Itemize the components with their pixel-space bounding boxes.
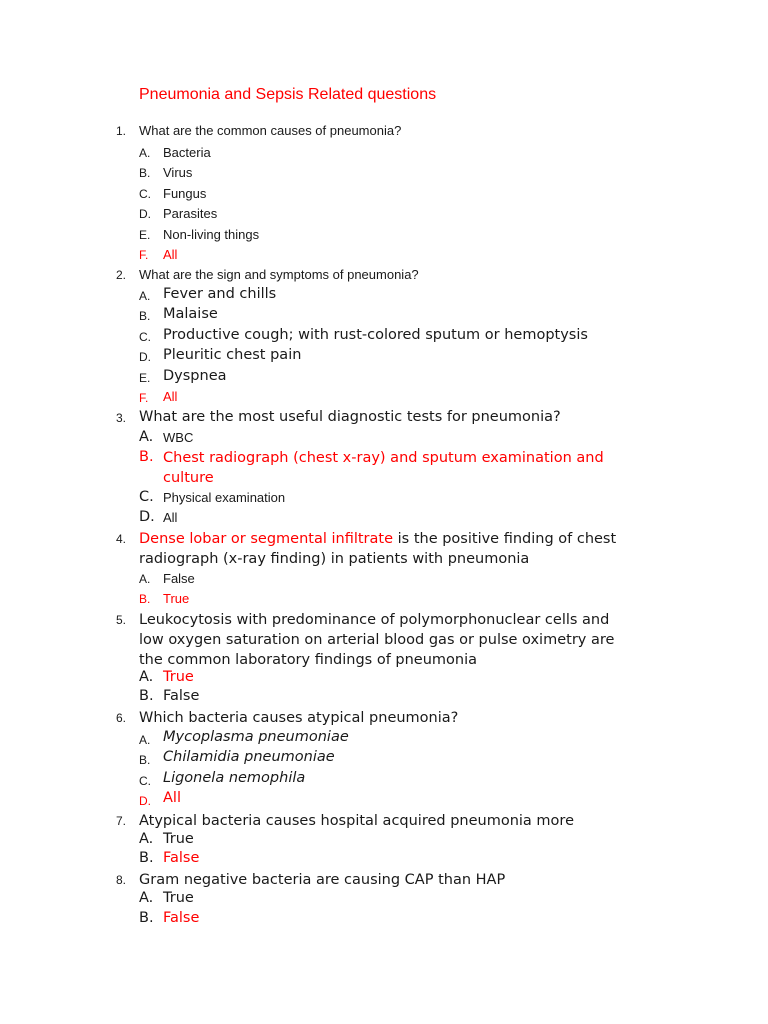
option-text: False bbox=[163, 571, 195, 586]
option-letter: B. bbox=[139, 850, 154, 866]
highlighted-answer: Dense lobar or segmental infiltrate bbox=[139, 531, 394, 547]
option-text: Ligonela nemophila bbox=[163, 770, 306, 786]
answer-option-letter: F. bbox=[139, 248, 149, 262]
question-text: Gram negative bacteria are causing CAP than HAP bbox=[139, 872, 506, 888]
option-text: Non-living things bbox=[163, 227, 260, 242]
answer-line-2: culture bbox=[163, 470, 214, 486]
question-text: Atypical bacteria causes hospital acquired pneumonia more bbox=[139, 813, 574, 829]
answer-option-text: All bbox=[163, 247, 178, 262]
answer-option-text: False bbox=[163, 850, 200, 866]
question-text-rest: is the positive finding of chest bbox=[393, 531, 617, 547]
answer-option-text: True bbox=[163, 669, 194, 685]
option-letter: A. bbox=[139, 890, 154, 906]
question-number: 6. bbox=[116, 711, 127, 725]
question-text-line-2: radiograph (x-ray finding) in patients with pneumonia bbox=[139, 551, 530, 567]
question-number: 3. bbox=[116, 411, 127, 425]
option-letter: D. bbox=[139, 350, 151, 364]
option-letter: A. bbox=[139, 669, 154, 685]
option-text: Fungus bbox=[163, 186, 207, 201]
question-number: 4. bbox=[116, 532, 127, 546]
question-text-line-1: Leukocytosis with predominance of polymorphonuclear cells and bbox=[139, 612, 610, 628]
option-letter: B. bbox=[139, 309, 151, 323]
option-text: True bbox=[163, 831, 194, 847]
option-letter: C. bbox=[139, 330, 151, 344]
option-letter: E. bbox=[139, 371, 151, 385]
answer-option-text bbox=[163, 448, 604, 488]
option-text: Chilamidia pneumoniae bbox=[163, 749, 335, 765]
option-letter: A. bbox=[139, 831, 154, 847]
option-text: Virus bbox=[163, 165, 193, 180]
option-letter: A. bbox=[139, 429, 154, 445]
option-letter: D. bbox=[139, 509, 155, 525]
question-text bbox=[139, 529, 616, 569]
answer-option-text: All bbox=[163, 790, 181, 806]
question-text: What are the common causes of pneumonia? bbox=[139, 123, 402, 138]
option-text: WBC bbox=[163, 430, 194, 445]
answer-line-1: Chest radiograph (chest x-ray) and sputum examination and bbox=[163, 450, 604, 466]
option-text: Bacteria bbox=[163, 145, 211, 160]
option-text: Fever and chills bbox=[163, 286, 277, 302]
question-number: 1. bbox=[116, 124, 127, 138]
question-text: What are the most useful diagnostic tests for pneumonia? bbox=[139, 409, 561, 425]
answer-option-letter: D. bbox=[139, 794, 151, 808]
question-number: 7. bbox=[116, 814, 127, 828]
option-text: Parasites bbox=[163, 206, 218, 221]
option-text: Physical examination bbox=[163, 490, 286, 505]
answer-option-text: False bbox=[163, 910, 200, 926]
option-text: All bbox=[163, 510, 178, 525]
option-letter: A. bbox=[139, 572, 151, 586]
question-number: 8. bbox=[116, 873, 127, 887]
question-text bbox=[139, 610, 614, 670]
option-letter: C. bbox=[139, 187, 151, 201]
question-text-line-3: the common laboratory findings of pneumonia bbox=[139, 652, 478, 668]
option-letter: A. bbox=[139, 146, 151, 160]
question-text-line-2: low oxygen saturation on arterial blood gas or pulse oximetry are bbox=[139, 632, 615, 648]
option-letter: A. bbox=[139, 289, 151, 303]
option-letter: B. bbox=[139, 753, 151, 767]
option-text: Pleuritic chest pain bbox=[163, 347, 302, 363]
option-text: True bbox=[163, 890, 194, 906]
question-text: What are the sign and symptoms of pneumonia? bbox=[139, 267, 419, 282]
option-text: Dyspnea bbox=[163, 368, 227, 384]
answer-option-letter: B. bbox=[139, 449, 154, 465]
option-letter: A. bbox=[139, 733, 151, 747]
option-letter: E. bbox=[139, 228, 151, 242]
option-text: Malaise bbox=[163, 306, 218, 322]
option-letter: C. bbox=[139, 774, 151, 788]
page-title: Pneumonia and Sepsis Related questions bbox=[139, 86, 437, 103]
question-text: Which bacteria causes atypical pneumonia? bbox=[139, 710, 459, 726]
answer-option-text: True bbox=[163, 591, 190, 606]
option-letter: B. bbox=[139, 166, 151, 180]
option-letter: B. bbox=[139, 910, 154, 926]
question-number: 5. bbox=[116, 613, 127, 627]
option-letter: B. bbox=[139, 688, 154, 704]
answer-option-text: All bbox=[163, 389, 178, 404]
option-letter: D. bbox=[139, 207, 151, 221]
option-text: Mycoplasma pneumoniae bbox=[163, 729, 349, 745]
question-number: 2. bbox=[116, 268, 127, 282]
answer-option-letter: B. bbox=[139, 592, 151, 606]
answer-option-letter: F. bbox=[139, 391, 149, 405]
option-letter: C. bbox=[139, 489, 154, 505]
option-text: False bbox=[163, 688, 200, 704]
option-text: Productive cough; with rust-colored sputum or hemoptysis bbox=[163, 327, 588, 343]
